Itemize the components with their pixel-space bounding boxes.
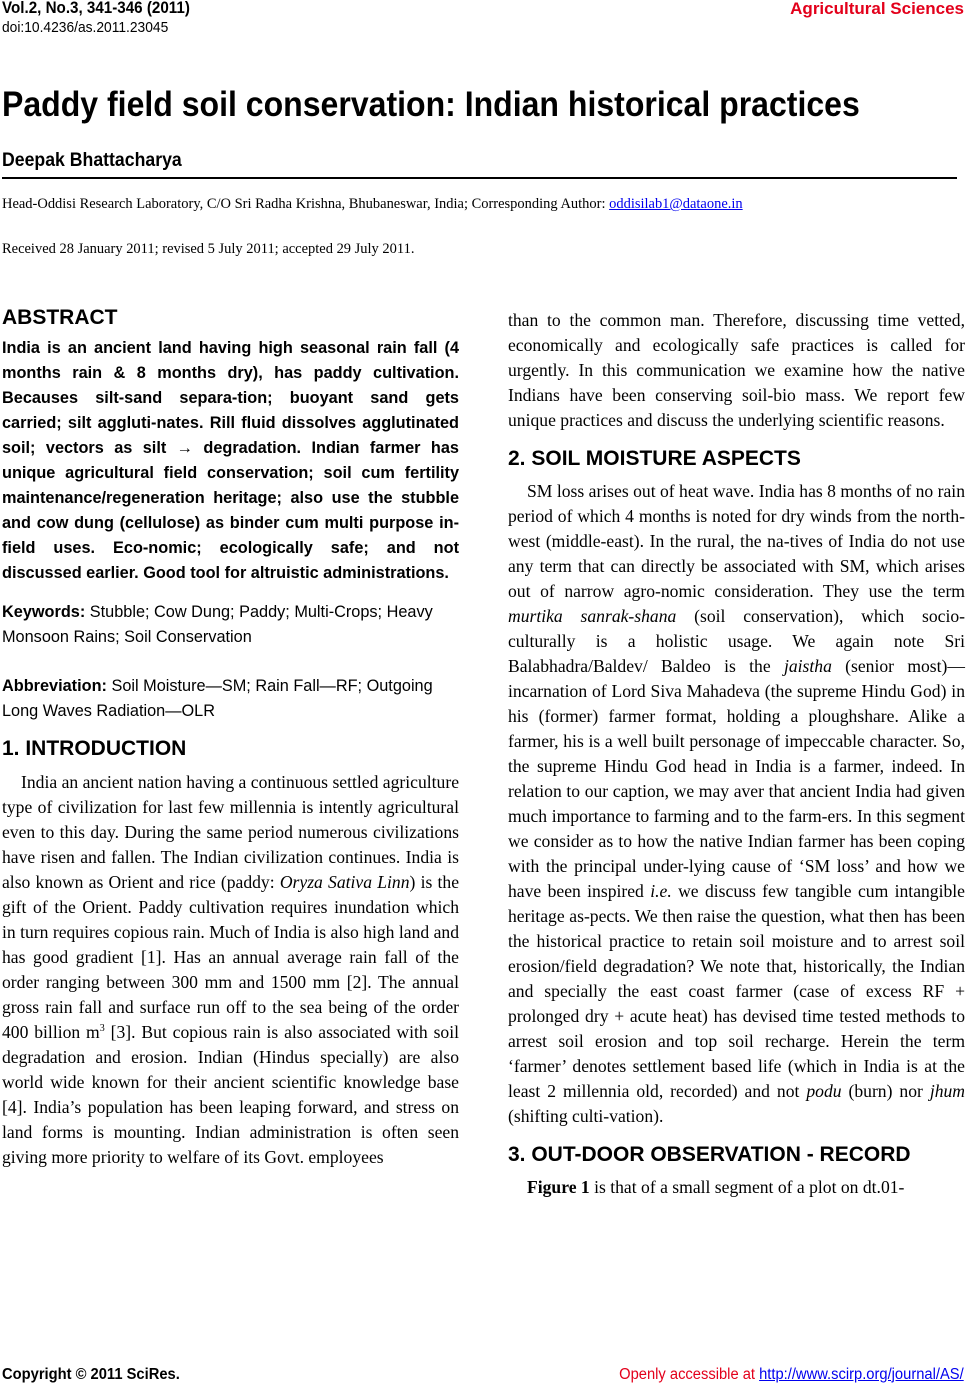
species-name: Oryza Sativa Linn: [279, 872, 410, 892]
abbreviation-value: Soil Moisture—SM; Rain Fall—RF; Outgoing Long Waves Radiation—OLR: [2, 677, 433, 720]
open-access-notice: [619, 1365, 964, 1384]
keywords: [2, 600, 459, 649]
abbreviation-label: Abbreviation:: [2, 677, 107, 695]
figure-reference[interactable]: Figure 1: [527, 1177, 590, 1197]
keywords-value: Stubble; Cow Dung; Paddy; Multi-Crops; Heavy Monsoon Rains; Soil Conservation: [2, 603, 433, 646]
sm-text-4: we discuss few tangible cum intangible heritage as-pects. We then raise the question, what then has been the historical practice to retain soil moisture and to arrest soil erosion/field degradation? We note that, historically, the Indian and specially the east coast farmer (case of excess RF + prolonged dry + acute heat) has devised time tested methods to arrest soil erosion and top soil recharge. Herein the term ‘farmer’ denotes settlement based life (which in India is at the least 2 millennia old, recorded) and not: [508, 881, 965, 1101]
journal-url-link[interactable]: http://www.scirp.org/journal/AS/: [759, 1366, 964, 1383]
term-ie: i.e.: [650, 881, 672, 901]
intro-text-1: India an ancient nation having a continuous settled agriculture type of civilization for last few millennia is intently agricultural even to this day. During the same period numerous civilizations have risen and fallen. The Indian civilization continues. India is also known as Orient and rice (paddy:: [2, 772, 459, 892]
abbreviations: [2, 674, 459, 723]
section-heading-outdoor-observation: 3. OUT-DOOR OBSERVATION - RECORD: [508, 1143, 911, 1166]
sm-text-2: (soil conservation), which socio-culturally is a holistic usage. We again note Sri Balabhadra/Baldev/ Baldeo is the: [508, 606, 965, 676]
copyright: Copyright © 2011 SciRes.: [2, 1366, 180, 1383]
doi: doi:10.4236/as.2011.23045: [2, 19, 169, 36]
abstract-text: India is an ancient land having high seasonal rain fall (4 months rain & 8 months dry), has paddy cultivation. Becauses silt-sand separa-tion; buoyant sand gets carried; silt aggluti-nates. Rill fluid dissolves agglutinated soil; vectors as silt → degradation. Indian farmer has unique agricultural field conservation; soil cum fertility maintenance/regeneration heritage; also use the stubble and cow dung (cellulose) as binder cum multi purpose in-field uses. Eco-nomic; ecologically safe; and not discussed earlier. Good tool for altruistic administrations.: [2, 339, 459, 582]
intro-text-2: ) is the gift of the Orient. Paddy cultivation requires inundation which in turn requires copious rain. Much of India is also high land and has good gradient [1]. Has an annual average rain fall of the order ranging between 300 mm and 1500 mm [2]. The annual gross rain fall and surface run off to the sea being of the order 400 billion m: [2, 872, 460, 1042]
outdoor-text: is that of a small segment of a plot on dt.01-: [589, 1177, 905, 1197]
author-email-link[interactable]: oddisilab1@dataone.in: [609, 196, 743, 212]
author-name: Deepak Bhattacharya: [2, 150, 182, 171]
right-column: [508, 308, 965, 1200]
sm-text-1: SM loss arises out of heat wave. India has 8 months of no rain period of which 4 months is noted for dry winds from the north-west (middle-east). In the rural, the na-tives of India do not use any term that can directly be associated with SM, which arises out of narrow agro-nomic consideration. They use the term: [508, 481, 965, 601]
sm-text-5: (burn) nor: [841, 1081, 930, 1101]
term-jaistha: jaistha: [783, 656, 832, 676]
soil-moisture-paragraph: [508, 479, 965, 1129]
section-heading-soil-moisture: 2. SOIL MOISTURE ASPECTS: [508, 447, 801, 470]
intro-paragraph: [2, 770, 459, 1170]
access-text: Openly accessible at: [619, 1366, 760, 1383]
term-podu: podu: [806, 1081, 842, 1101]
sm-text-6: (shifting culti-vation).: [508, 1106, 664, 1126]
title-divider: [2, 177, 957, 179]
article-dates: Received 28 January 2011; revised 5 July 2011; accepted 29 July 2011.: [2, 241, 415, 257]
intro-text-3: [3]. But copious rain is also associated with soil degradation and erosion. Indian (Hindus specially) are also world wide known for their ancient scientific knowledge base [4]. India’s population has been leaping forward, and stress on land forms is mounting. Indian administration is often seen giving more priority to welfare of its Govt. employees: [2, 1022, 459, 1167]
keywords-label: Keywords:: [2, 603, 86, 621]
left-column: [2, 304, 459, 1170]
journal-header-info: [2, 0, 206, 37]
term-jhum: jhum: [929, 1081, 966, 1101]
affiliation: [2, 194, 743, 214]
intro-paragraph-continued: than to the common man. Therefore, discussing time vetted, economically and ecologically safe practices is called for urgently. In this communication we examine how the native Indians have been conserving soil-bio mass. We report few unique practices and discuss the underlying scientific reasons.: [508, 310, 965, 430]
outdoor-paragraph: [508, 1175, 965, 1200]
journal-name: Agricultural Sciences: [790, 0, 964, 18]
section-heading-introduction: 1. INTRODUCTION: [2, 737, 187, 760]
term-murtika-sanrakshana: murtika sanrak-shana: [508, 606, 677, 626]
abstract-heading: ABSTRACT: [2, 306, 118, 329]
affiliation-text: Head-Oddisi Research Laboratory, C/O Sri Radha Krishna, Bhubaneswar, India; Corresponding Author:: [2, 196, 610, 212]
sm-text-3: (senior most)—incarnation of Lord Siva Mahadeva (the supreme Hindu God) in his (former) farmer format, holding a ploughshare. Alike a farmer, his is a well built personage of impeccable character. So, the supreme Hindu God head in India is a farmer, indeed. In relation to our caption, we may aver that ancient India had given much importance to farming and to the farm-ers. In this segment we consider as to how the native Indian farmer has been coping with the principal under-lying cause of ‘SM loss’ and how we have been inspired: [508, 656, 965, 901]
article-title: Paddy field soil conservation: Indian historical practices: [2, 85, 860, 124]
volume-info: Vol.2, No.3, 341-346 (2011): [2, 0, 190, 17]
superscript: 3: [99, 1023, 105, 1034]
